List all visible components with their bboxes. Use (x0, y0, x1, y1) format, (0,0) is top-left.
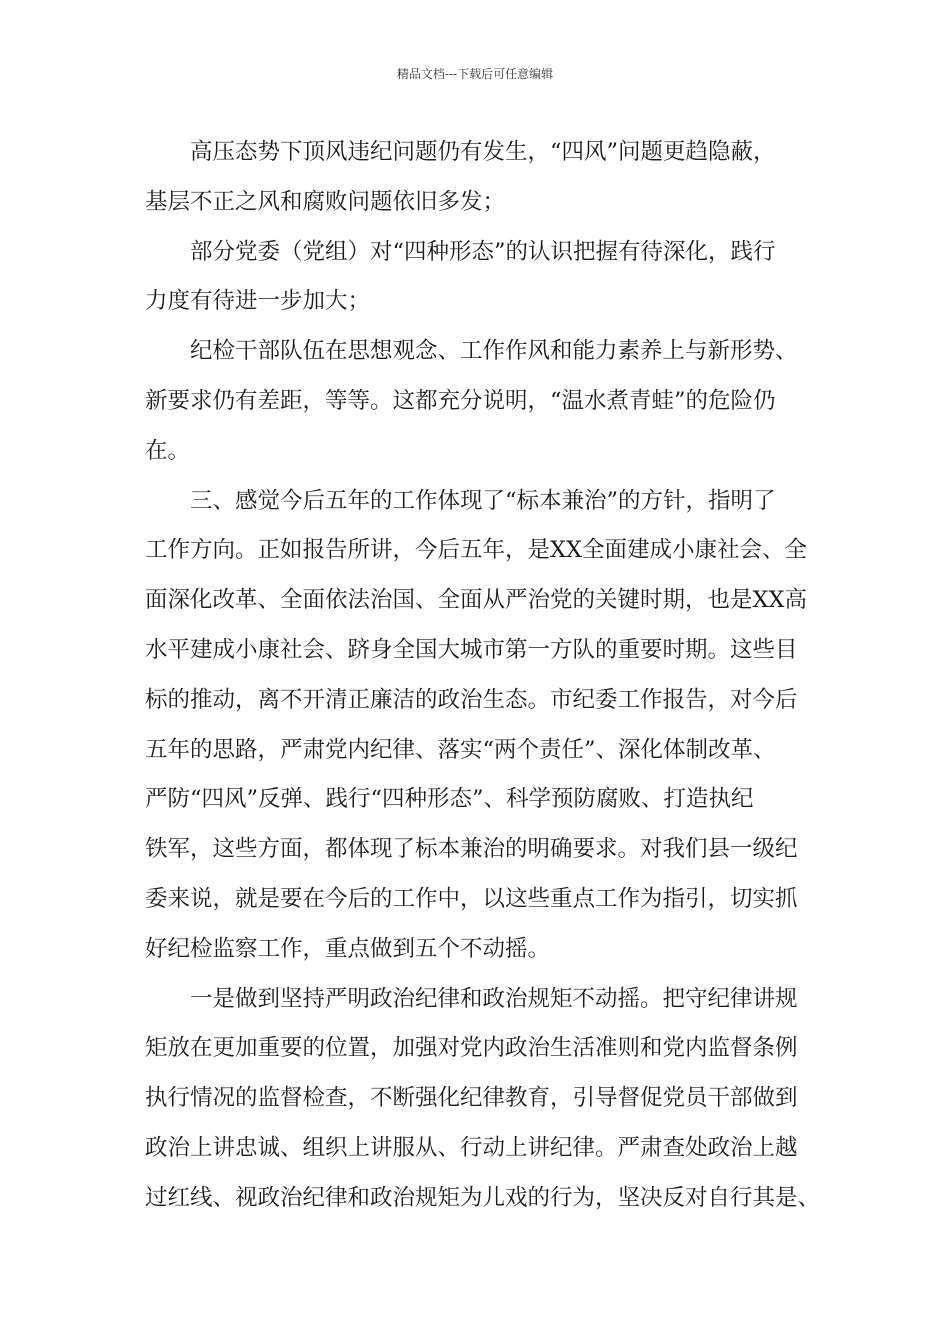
text-line: 标的推动，离不开清正廉洁的政治生态。市纪委工作报告，对今后 (145, 686, 798, 713)
text-line: 基层不正之风和腐败问题依旧多发； (145, 188, 506, 215)
text-line: 部分党委（党组）对“四种形态”的认识把握有待深化，践行 (190, 238, 776, 265)
text-line: 一是做到坚持严明政治纪律和政治规矩不动摇。把守纪律讲规 (190, 985, 798, 1012)
text-line: 铁军，这些方面，都体现了标本兼治的明确要求。对我们县一级纪 (145, 836, 798, 863)
text-line: 高压态势下顶风违纪问题仍有发生，“四风”问题更趋隐蔽， (190, 139, 776, 165)
paragraph (145, 327, 827, 476)
text-line: 水平建成小康社会、跻身全国大城市第一方队的重要时期。这些目 (145, 636, 798, 663)
text-line: 政治上讲忠诚、组织上讲服从、行动上讲纪律。严肃查处政治上越 (145, 1134, 798, 1161)
text-line: 力度有待进一步加大； (145, 288, 371, 315)
text-line: 新要求仍有差距，等等。这都充分说明，“温水煮青蛙”的危险仍 (145, 387, 776, 414)
paragraph (145, 975, 827, 1224)
text-line: 纪检干部队伍在思想观念、工作作风和能力素养上与新形势、 (190, 338, 798, 365)
text-line: 过红线、视政治纪律和政治规矩为儿戏的行为，坚决反对自行其是、 (145, 1184, 821, 1211)
paragraph (145, 228, 827, 328)
paragraph (145, 477, 827, 975)
text-line: 工作方向。正如报告所讲，今后五年，是XX全面建成小康社会、全 (145, 537, 808, 564)
text-line: 面深化改革、全面依法治国、全面从严治党的关键时期，也是XX高 (145, 587, 808, 614)
paragraph (145, 128, 827, 228)
text-line: 五年的思路，严肃党内纪律、落实“两个责任”、深化体制改革、 (145, 736, 776, 763)
text-line: 矩放在更加重要的位置，加强对党内政治生活准则和党内监督条例 (145, 1035, 798, 1062)
text-line: 三、感觉今后五年的工作体现了“标本兼治”的方针，指明了 (190, 487, 776, 514)
text-line: 执行情况的监督检查，不断强化纪律教育，引导督促党员干部做到 (145, 1085, 798, 1112)
document-body (145, 128, 827, 1224)
text-line: 在。 (145, 437, 191, 464)
text-line: 委来说，就是要在今后的工作中，以这些重点工作为指引，切实抓 (145, 885, 798, 912)
page-header: 精品文档---下载后可任意编辑 (396, 67, 554, 81)
text-line: 严防“四风”反弹、践行“四种形态”、科学预防腐败、打造执纪 (145, 786, 754, 813)
text-line: 好纪检监察工作，重点做到五个不动摇。 (145, 935, 551, 962)
